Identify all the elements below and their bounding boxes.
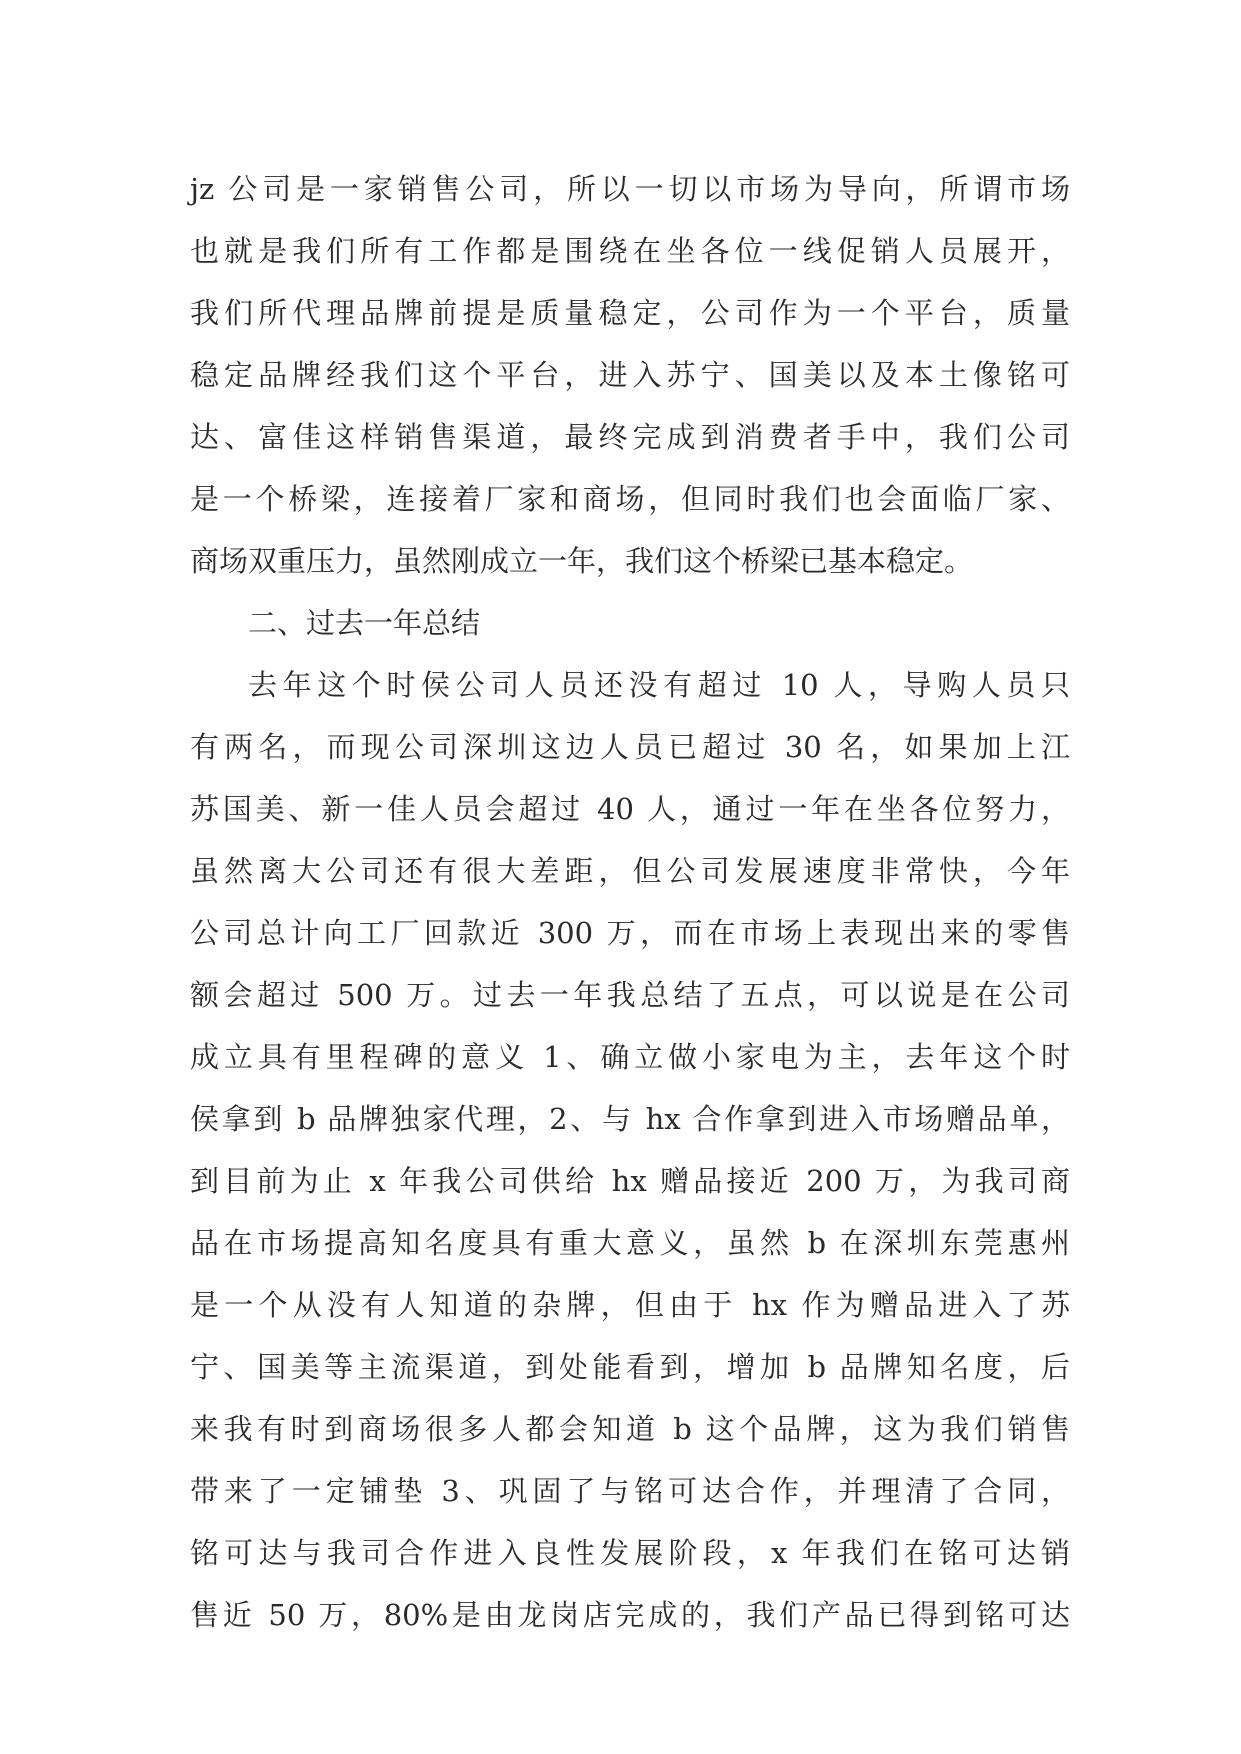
text-line: 宁、国美等主流渠道，到处能看到，增加 b 品牌知名度，后 — [190, 1350, 1070, 1384]
text-line: 稳定品牌经我们这个平台，进入苏宁、国美以及本土像铭可 — [190, 358, 1070, 392]
text-line: 商场双重压力，虽然刚成立一年，我们这个桥梁已基本稳定。 — [190, 544, 974, 578]
text-line: 到目前为止 x 年我公司供给 hx 赠品接近 200 万，为我司商 — [190, 1164, 1070, 1198]
text-line: 来我有时到商场很多人都会知道 b 这个品牌，这为我们销售 — [190, 1412, 1070, 1446]
text-line: 虽然离大公司还有很大差距，但公司发展速度非常快，今年 — [190, 854, 1070, 888]
text-line: 公司总计向工厂回款近 300 万，而在市场上表现出来的零售 — [190, 916, 1070, 950]
text-line: 是一个从没有人知道的杂牌，但由于 hx 作为赠品进入了苏 — [190, 1288, 1070, 1322]
paragraph-year-summary — [190, 654, 1070, 1646]
text-line: 我们所代理品牌前提是质量稳定，公司作为一个平台，质量 — [190, 296, 1070, 330]
text-line: 有两名，而现公司深圳这边人员已超过 30 名，如果加上江 — [190, 730, 1070, 764]
document-body — [190, 158, 1070, 1646]
text-line: 品在市场提高知名度具有重大意义，虽然 b 在深圳东莞惠州 — [190, 1226, 1070, 1260]
text-line: 苏国美、新一佳人员会超过 40 人，通过一年在坐各位努力， — [190, 792, 1070, 826]
text-line: 成立具有里程碑的意义 1、确立做小家电为主，去年这个时 — [190, 1040, 1070, 1074]
text-line: 也就是我们所有工作都是围绕在坐各位一线促销人员展开， — [190, 234, 1070, 268]
text-line: 是一个桥梁，连接着厂家和商场，但同时我们也会面临厂家、 — [190, 482, 1070, 516]
paragraph-company-intro — [190, 158, 1070, 592]
section-heading: 二、过去一年总结 — [248, 606, 481, 640]
text-line: 达、富佳这样销售渠道，最终完成到消费者手中，我们公司 — [190, 420, 1070, 454]
text-line: 铭可达与我司合作进入良性发展阶段，x 年我们在铭可达销 — [190, 1536, 1070, 1570]
text-line: 额会超过 500 万。过去一年我总结了五点，可以说是在公司 — [190, 978, 1070, 1012]
text-line: 侯拿到 b 品牌独家代理，2、与 hx 合作拿到进入市场赠品单， — [190, 1102, 1070, 1136]
text-line: jz 公司是一家销售公司，所以一切以市场为导向，所谓市场 — [190, 172, 1070, 206]
text-line: 售近 50 万，80%是由龙岗店完成的，我们产品已得到铭可达 — [190, 1598, 1070, 1632]
text-line: 带来了一定铺垫 3、巩固了与铭可达合作，并理清了合同， — [190, 1474, 1070, 1508]
text-line: 去年这个时侯公司人员还没有超过 10 人，导购人员只 — [248, 668, 1070, 702]
